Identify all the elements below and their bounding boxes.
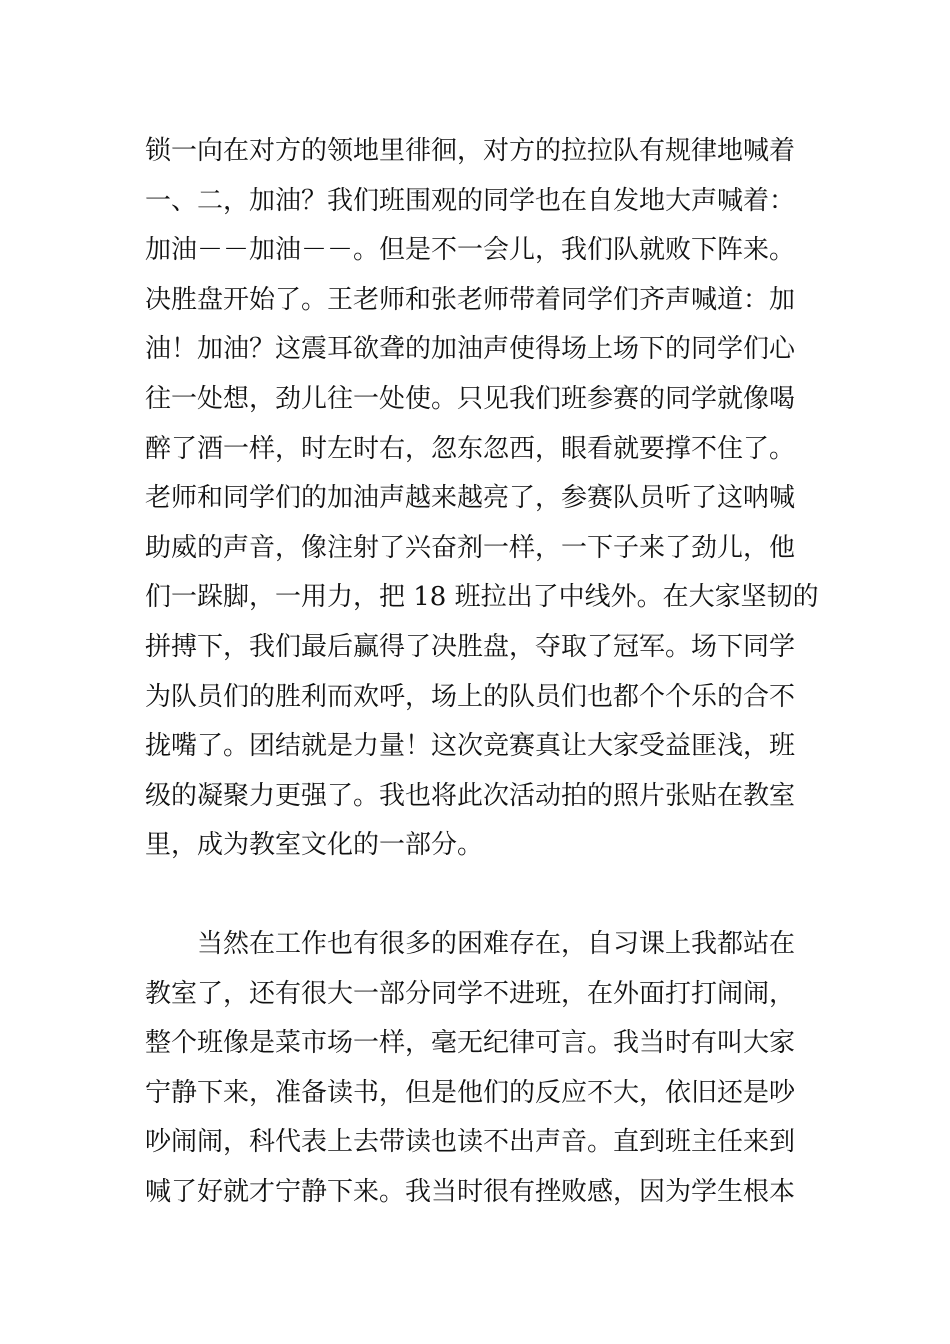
text-line: 里，成为教室文化的一部分。 — [145, 830, 484, 861]
text-line: 助威的声音，像注射了兴奋剂一样，一下子来了劲儿，他 — [145, 532, 796, 563]
text-line: 整个班像是菜市场一样，毫无纪律可言。我当时有叫大家 — [145, 1028, 796, 1059]
text-line: 为队员们的胜利而欢呼，场上的队员们也都个个乐的合不 — [145, 681, 796, 712]
text-line: 拼搏下，我们最后赢得了决胜盘，夺取了冠军。场下同学 — [145, 631, 796, 662]
text-line: 油！加油？这震耳欲聋的加油声使得场上场下的同学们心 — [145, 334, 796, 365]
text-line: 级的凝聚力更强了。我也将此次活动拍的照片张贴在教室 — [145, 780, 796, 811]
text-line: 加油－－加油－－。但是不一会儿，我们队就败下阵来。 — [145, 235, 796, 266]
text-line: 当然在工作也有很多的困难存在，自习课上我都站在 — [197, 929, 796, 959]
text-line: 拢嘴了。团结就是力量！这次竞赛真让大家受益匪浅，班 — [145, 731, 796, 762]
text-line: 宁静下来，准备读书，但是他们的反应不大，依旧还是吵 — [145, 1077, 796, 1108]
text-line: 往一处想，劲儿往一处使。只见我们班参赛的同学就像喝 — [145, 383, 796, 414]
text-line: 锁一向在对方的领地里徘徊，对方的拉拉队有规律地喊着 — [145, 136, 796, 166]
text-line: 喊了好就才宁静下来。我当时很有挫败感，因为学生根本 — [145, 1176, 796, 1207]
text-line: 老师和同学们的加油声越来越亮了，参赛队员听了这呐喊 — [145, 483, 796, 514]
text-line: 决胜盘开始了。王老师和张老师带着同学们齐声喊道：加 — [145, 284, 796, 315]
paragraph-2 — [145, 920, 815, 1218]
text-line: 们一跺脚，一用力，把 18 班拉出了中线外。在大家坚韧的 — [145, 582, 819, 613]
text-line: 吵闹闹，科代表上去带读也读不出声音。直到班主任来到 — [145, 1127, 796, 1158]
text-line: 醉了酒一样，时左时右，忽东忽西，眼看就要撑不住了。 — [145, 433, 796, 464]
text-line: 教室了，还有很大一部分同学不进班，在外面打打闹闹， — [145, 978, 796, 1009]
text-line: 一、二，加油？我们班围观的同学也在自发地大声喊着： — [145, 185, 796, 216]
paragraph-1 — [145, 127, 819, 871]
